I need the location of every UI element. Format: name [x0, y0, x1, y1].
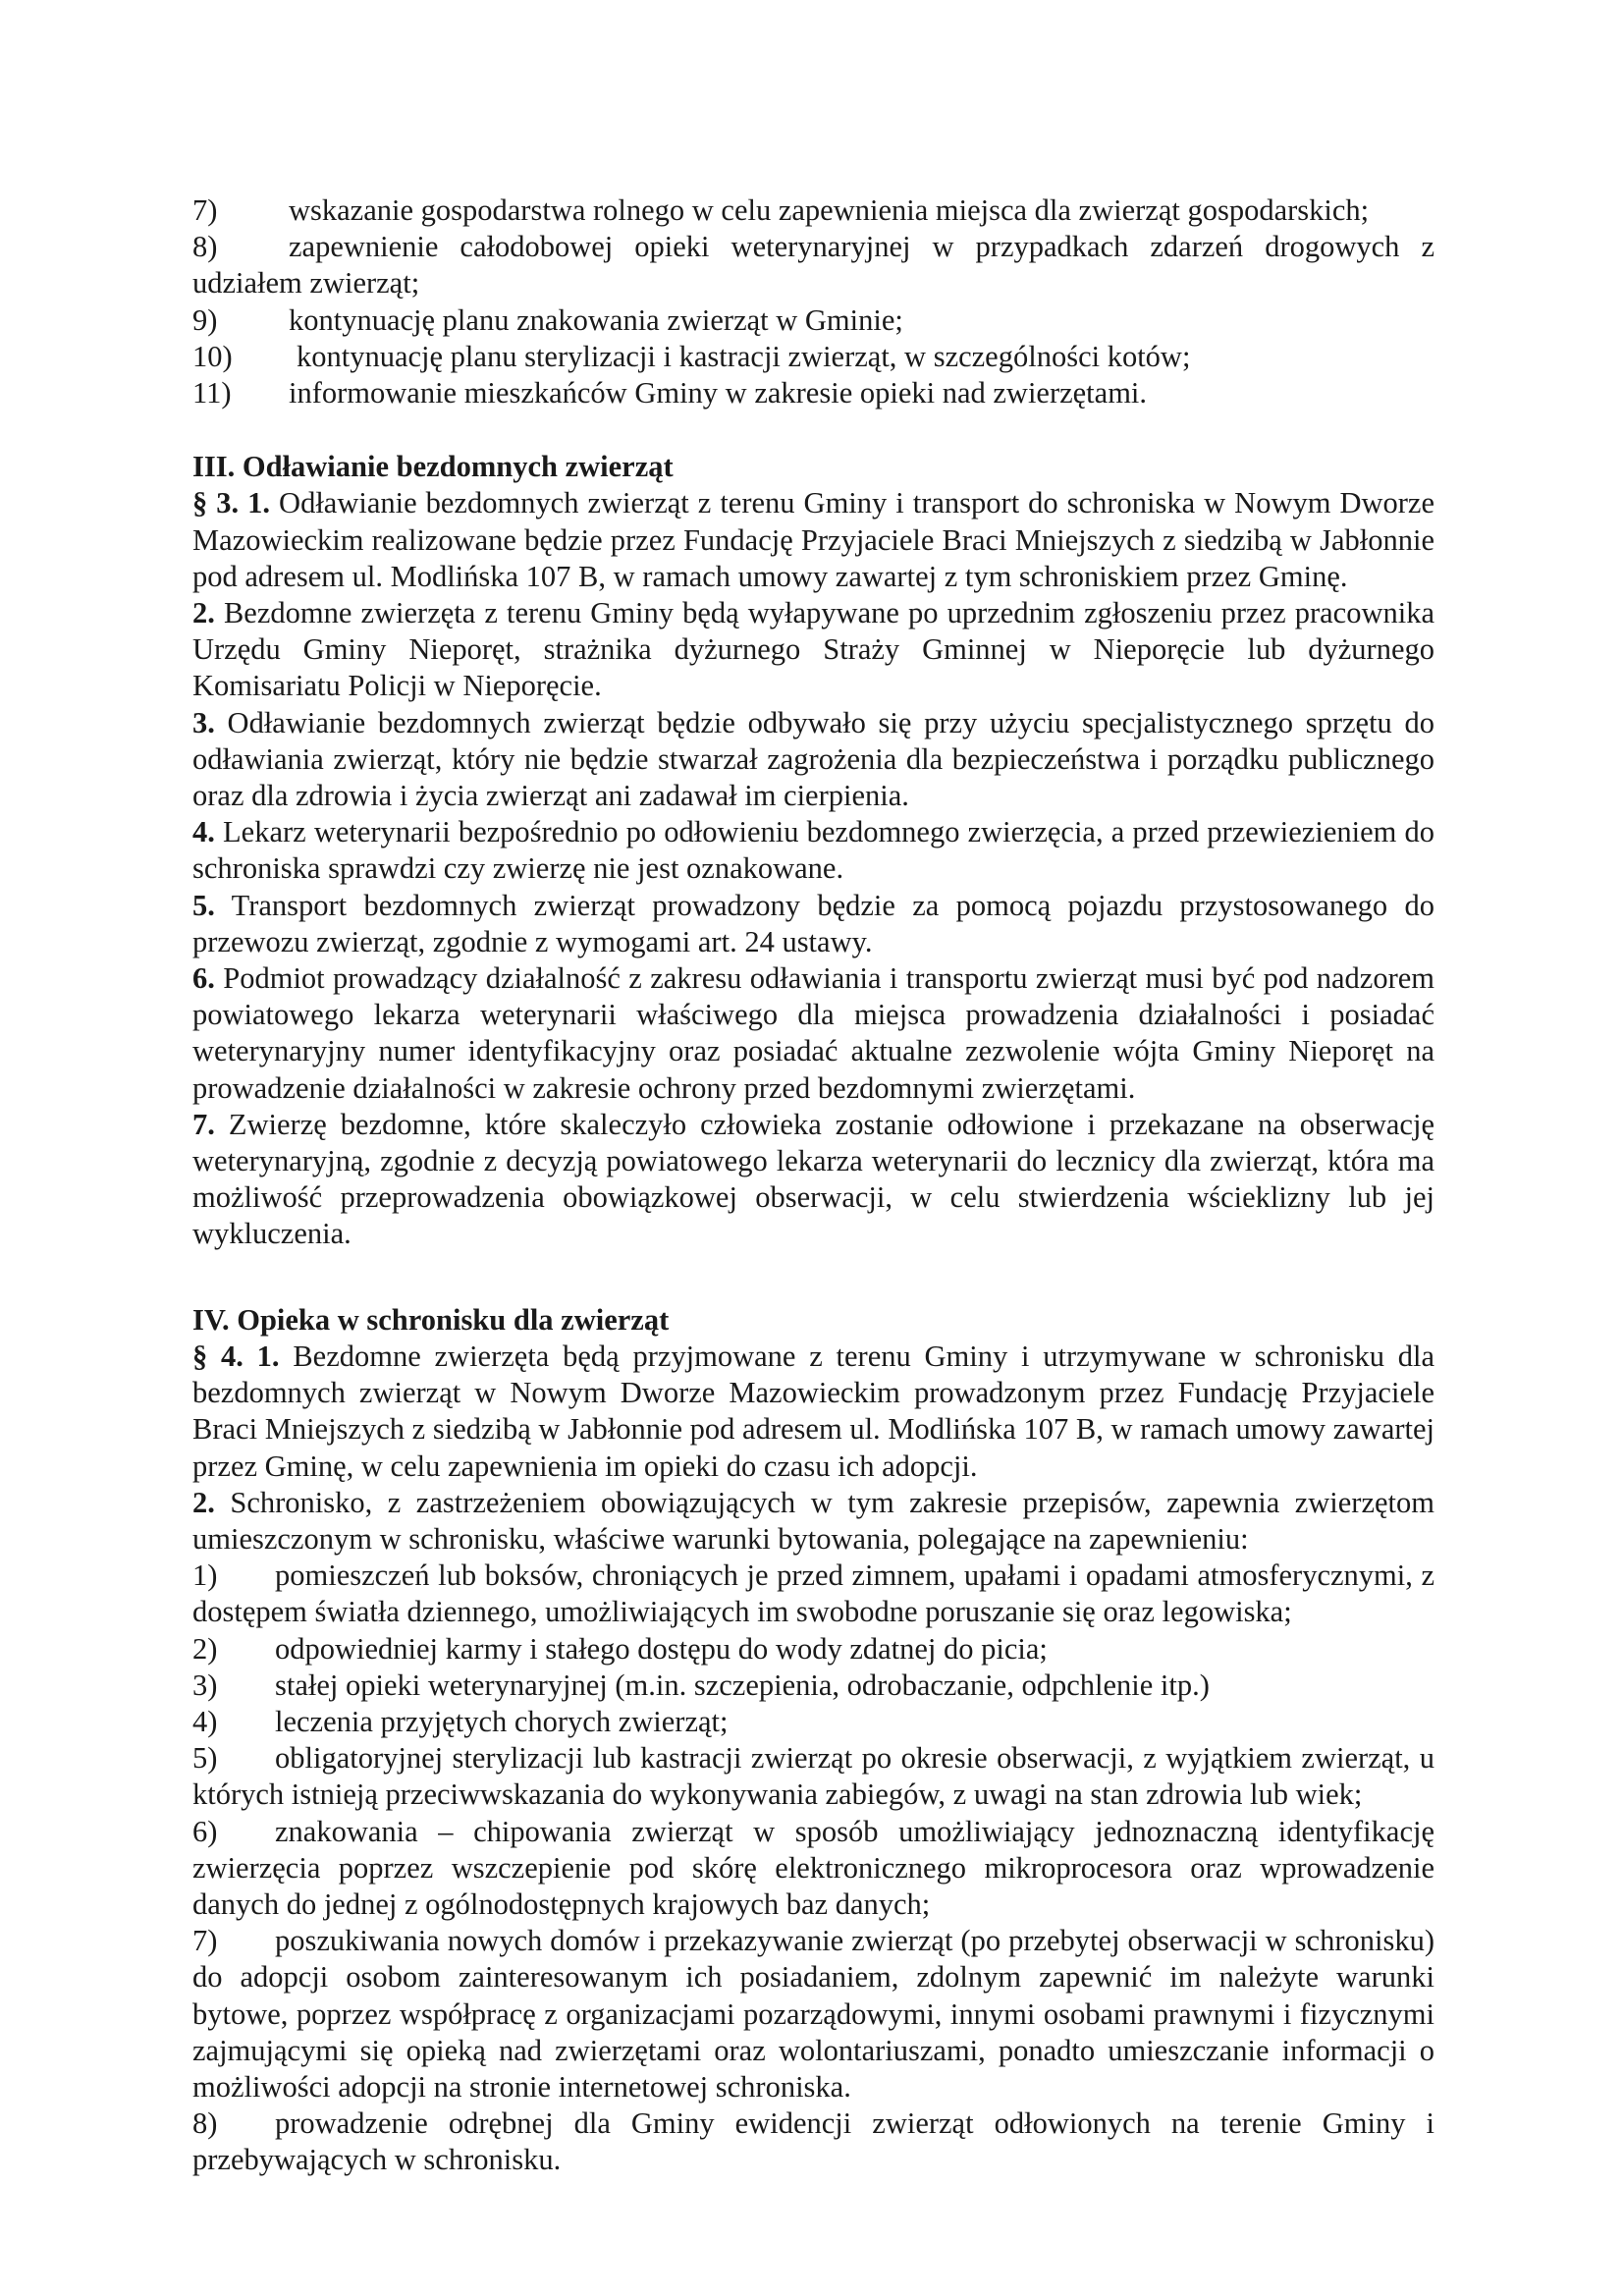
list-item-text: prowadzenie odrębnej dla Gminy ewidencji zwierząt odłowionych na terenie Gminy i przebywających w schronisku.	[192, 2106, 1434, 2177]
paragraph	[192, 1107, 1434, 1253]
spacer	[192, 411, 1434, 449]
list-item	[192, 1667, 1434, 1704]
list-item-number: 1)	[192, 1558, 218, 1593]
section-3	[192, 449, 1434, 1252]
list-item-number: 11)	[192, 376, 232, 410]
list-item-number: 10)	[192, 339, 233, 373]
list-item	[192, 1740, 1434, 1813]
list-item-text: obligatoryjnej sterylizacji lub kastracji zwierząt po okresie obserwacji, z wyjątkiem zwierząt, u których istnieją przeciwwskazania do wykonywania zabiegów, z uwagi na stan zdrowia lub wiek;	[192, 1741, 1434, 1812]
paragraph-label: 2.	[192, 1485, 215, 1519]
list-item	[192, 192, 1434, 229]
paragraph-text: Schronisko, z zastrzeżeniem obowiązujących w tym zakresie przepisów, zapewnia zwierzętom umieszczonym w schronisku, właściwe warunki bytowania, polegające na zapewnieniu:	[192, 1485, 1434, 1556]
paragraph	[192, 1485, 1434, 1558]
document-page	[192, 192, 1434, 2179]
list-item-text: znakowania – chipowania zwierząt w sposób umożliwiający jednoznaczną identyfikację zwierzęcia poprzez wszczepienie pod skórę elektronicznego mikroprocesora oraz wprowadzenie danych do jednej z ogólnodostępnych krajowych baz danych;	[192, 1814, 1434, 1921]
paragraph	[192, 595, 1434, 705]
list-item-text: wskazanie gospodarstwa rolnego w celu zapewnienia miejsca dla zwierząt gospodarskich;	[289, 193, 1370, 227]
paragraph-label: 3.	[192, 705, 215, 739]
paragraph-label: 5.	[192, 888, 215, 922]
paragraph-label: § 4. 1.	[192, 1339, 280, 1373]
list-item-text: informowanie mieszkańców Gminy w zakresie opieki nad zwierzętami.	[289, 376, 1148, 410]
paragraph-text: Odławianie bezdomnych zwierząt będzie odbywało się przy użyciu specjalistycznego sprzętu do odławiania zwierząt, który nie będzie stwarzał zagrożenia dla bezpieczeństwa i porządku publicznego oraz dla zdrowia i życia zwierząt ani zadawał im cierpienia.	[192, 705, 1434, 813]
paragraph-text: Bezdomne zwierzęta z terenu Gminy będą wyłapywane po uprzednim zgłoszeniu przez pracownika Urzędu Gminy Nieporęt, strażnika dyżurnego Straży Gminnej w Nieporęcie lub dyżurnego Komisariatu Policji w Nieporęcie.	[192, 596, 1434, 703]
list-item-text: odpowiedniej karmy i stałego dostępu do wody zdatnej do picia;	[275, 1631, 1048, 1666]
list-item-number: 5)	[192, 1741, 218, 1776]
list-item-number: 8)	[192, 230, 218, 264]
paragraph-text: Podmiot prowadzący działalność z zakresu odławiania i transportu zwierząt musi być pod nadzorem powiatowego lekarza weterynarii właściwego dla miejsca prowadzenia działalności i posiadać weterynaryjny numer identyfikacyjny oraz posiadać aktualne zezwolenie wójta Gminy Nieporęt na prowadzenie działalności w zakresie ochrony przed bezdomnymi zwierzętami.	[192, 961, 1434, 1105]
list-item	[192, 302, 1434, 339]
section-heading: III. Odławianie bezdomnych zwierząt	[192, 450, 674, 484]
list-item-number: 7)	[192, 1924, 218, 1958]
list-item-number: 3)	[192, 1667, 218, 1702]
list-item-text: kontynuację planu sterylizacji i kastracji zwierząt, w szczególności kotów;	[297, 339, 1191, 373]
paragraph	[192, 960, 1434, 1107]
list-item	[192, 2105, 1434, 2178]
list-item-text: poszukiwania nowych domów i przekazywanie zwierząt (po przebytej obserwacji w schronisku) do adopcji osobom zainteresowanym ich posiadaniem, zdolnym zapewnić im należyte warunki bytowe, poprzez współpracę z organizacjami pozarządowymi, innymi osobami prawnymi i fizycznymi zajmującymi się opieką nad zwierzętami oraz wolontariuszami, ponadto umieszczanie informacji o możliwości adopcji na stronie internetowej schroniska.	[192, 1924, 1434, 2104]
list-item	[192, 1923, 1434, 2105]
list-item-number: 2)	[192, 1631, 218, 1666]
paragraph	[192, 485, 1434, 595]
list-item-text: kontynuację planu znakowania zwierząt w Gminie;	[289, 302, 903, 337]
list-item-number: 4)	[192, 1704, 218, 1738]
paragraph-label: § 3. 1.	[192, 486, 271, 520]
paragraph	[192, 888, 1434, 960]
paragraph	[192, 814, 1434, 887]
list-item	[192, 229, 1434, 301]
list-item-text: zapewnienie całodobowej opieki weterynaryjnej w przypadkach zdarzeń drogowych z udziałem zwierząt;	[192, 230, 1434, 301]
paragraph-text: Odławianie bezdomnych zwierząt z terenu Gminy i transport do schroniska w Nowym Dworze Mazowieckim realizowane będzie przez Fundację Przyjaciele Braci Mniejszych z siedzibą w Jabłonnie pod adresem ul. Modlińska 107 B, w ramach umowy zawartej z tym schroniskiem przez Gminę.	[192, 486, 1435, 593]
list-item-text: stałej opieki weterynaryjnej (m.in. szczepienia, odrobaczanie, odpchlenie itp.)	[275, 1667, 1210, 1702]
paragraph	[192, 1339, 1434, 1485]
list-item	[192, 1814, 1434, 1924]
list-item	[192, 375, 1434, 411]
list-item	[192, 1704, 1434, 1740]
paragraph-label: 6.	[192, 961, 215, 996]
list-item-text: leczenia przyjętych chorych zwierząt;	[275, 1704, 729, 1738]
paragraph	[192, 705, 1434, 815]
paragraph-label: 4.	[192, 815, 215, 849]
paragraph-text: Lekarz weterynarii bezpośrednio po odłowieniu bezdomnego zwierzęcia, a przed przewiezieniem do schroniska sprawdzi czy zwierzę nie jest oznakowane.	[192, 815, 1434, 886]
paragraph-label: 7.	[192, 1107, 215, 1141]
list-item	[192, 339, 1434, 375]
paragraph-text: Transport bezdomnych zwierząt prowadzony będzie za pomocą pojazdu przystosowanego do przewozu zwierząt, zgodnie z wymogami art. 24 ustawy.	[192, 888, 1434, 958]
section-4	[192, 1302, 1434, 2179]
list-item-number: 8)	[192, 2106, 218, 2141]
list-item	[192, 1631, 1434, 1667]
list-item-text: pomieszczeń lub boksów, chroniących je przed zimnem, upałami i opadami atmosferycznymi, z dostępem światła dziennego, umożliwiających im swobodne poruszanie się oraz legowiska;	[192, 1558, 1434, 1629]
list-item-number: 6)	[192, 1814, 218, 1848]
list-item	[192, 1558, 1434, 1630]
paragraph-label: 2.	[192, 596, 215, 630]
top-list	[192, 192, 1434, 411]
list-item-number: 9)	[192, 302, 218, 337]
paragraph-text: Bezdomne zwierzęta będą przyjmowane z terenu Gminy i utrzymywane w schronisku dla bezdomnych zwierząt w Nowym Dworze Mazowieckim prowadzonym przez Fundację Przyjaciele Braci Mniejszych z siedzibą w Jabłonnie pod adresem ul. Modlińska 107 B, w ramach umowy zawartej przez Gminę, w celu zapewnienia im opieki do czasu ich adopcji.	[192, 1339, 1434, 1483]
spacer	[192, 1253, 1434, 1302]
paragraph-text: Zwierzę bezdomne, które skaleczyło człowieka zostanie odłowione i przekazane na obserwację weterynaryjną, zgodnie z decyzją powiatowego lekarza weterynarii do lecznicy dla zwierząt, która ma możliwość przeprowadzenia obowiązkowej obserwacji, w celu stwierdzenia wścieklizny lub jej wykluczenia.	[192, 1107, 1434, 1251]
list-item-number: 7)	[192, 193, 218, 227]
section-heading: IV. Opieka w schronisku dla zwierząt	[192, 1302, 670, 1337]
